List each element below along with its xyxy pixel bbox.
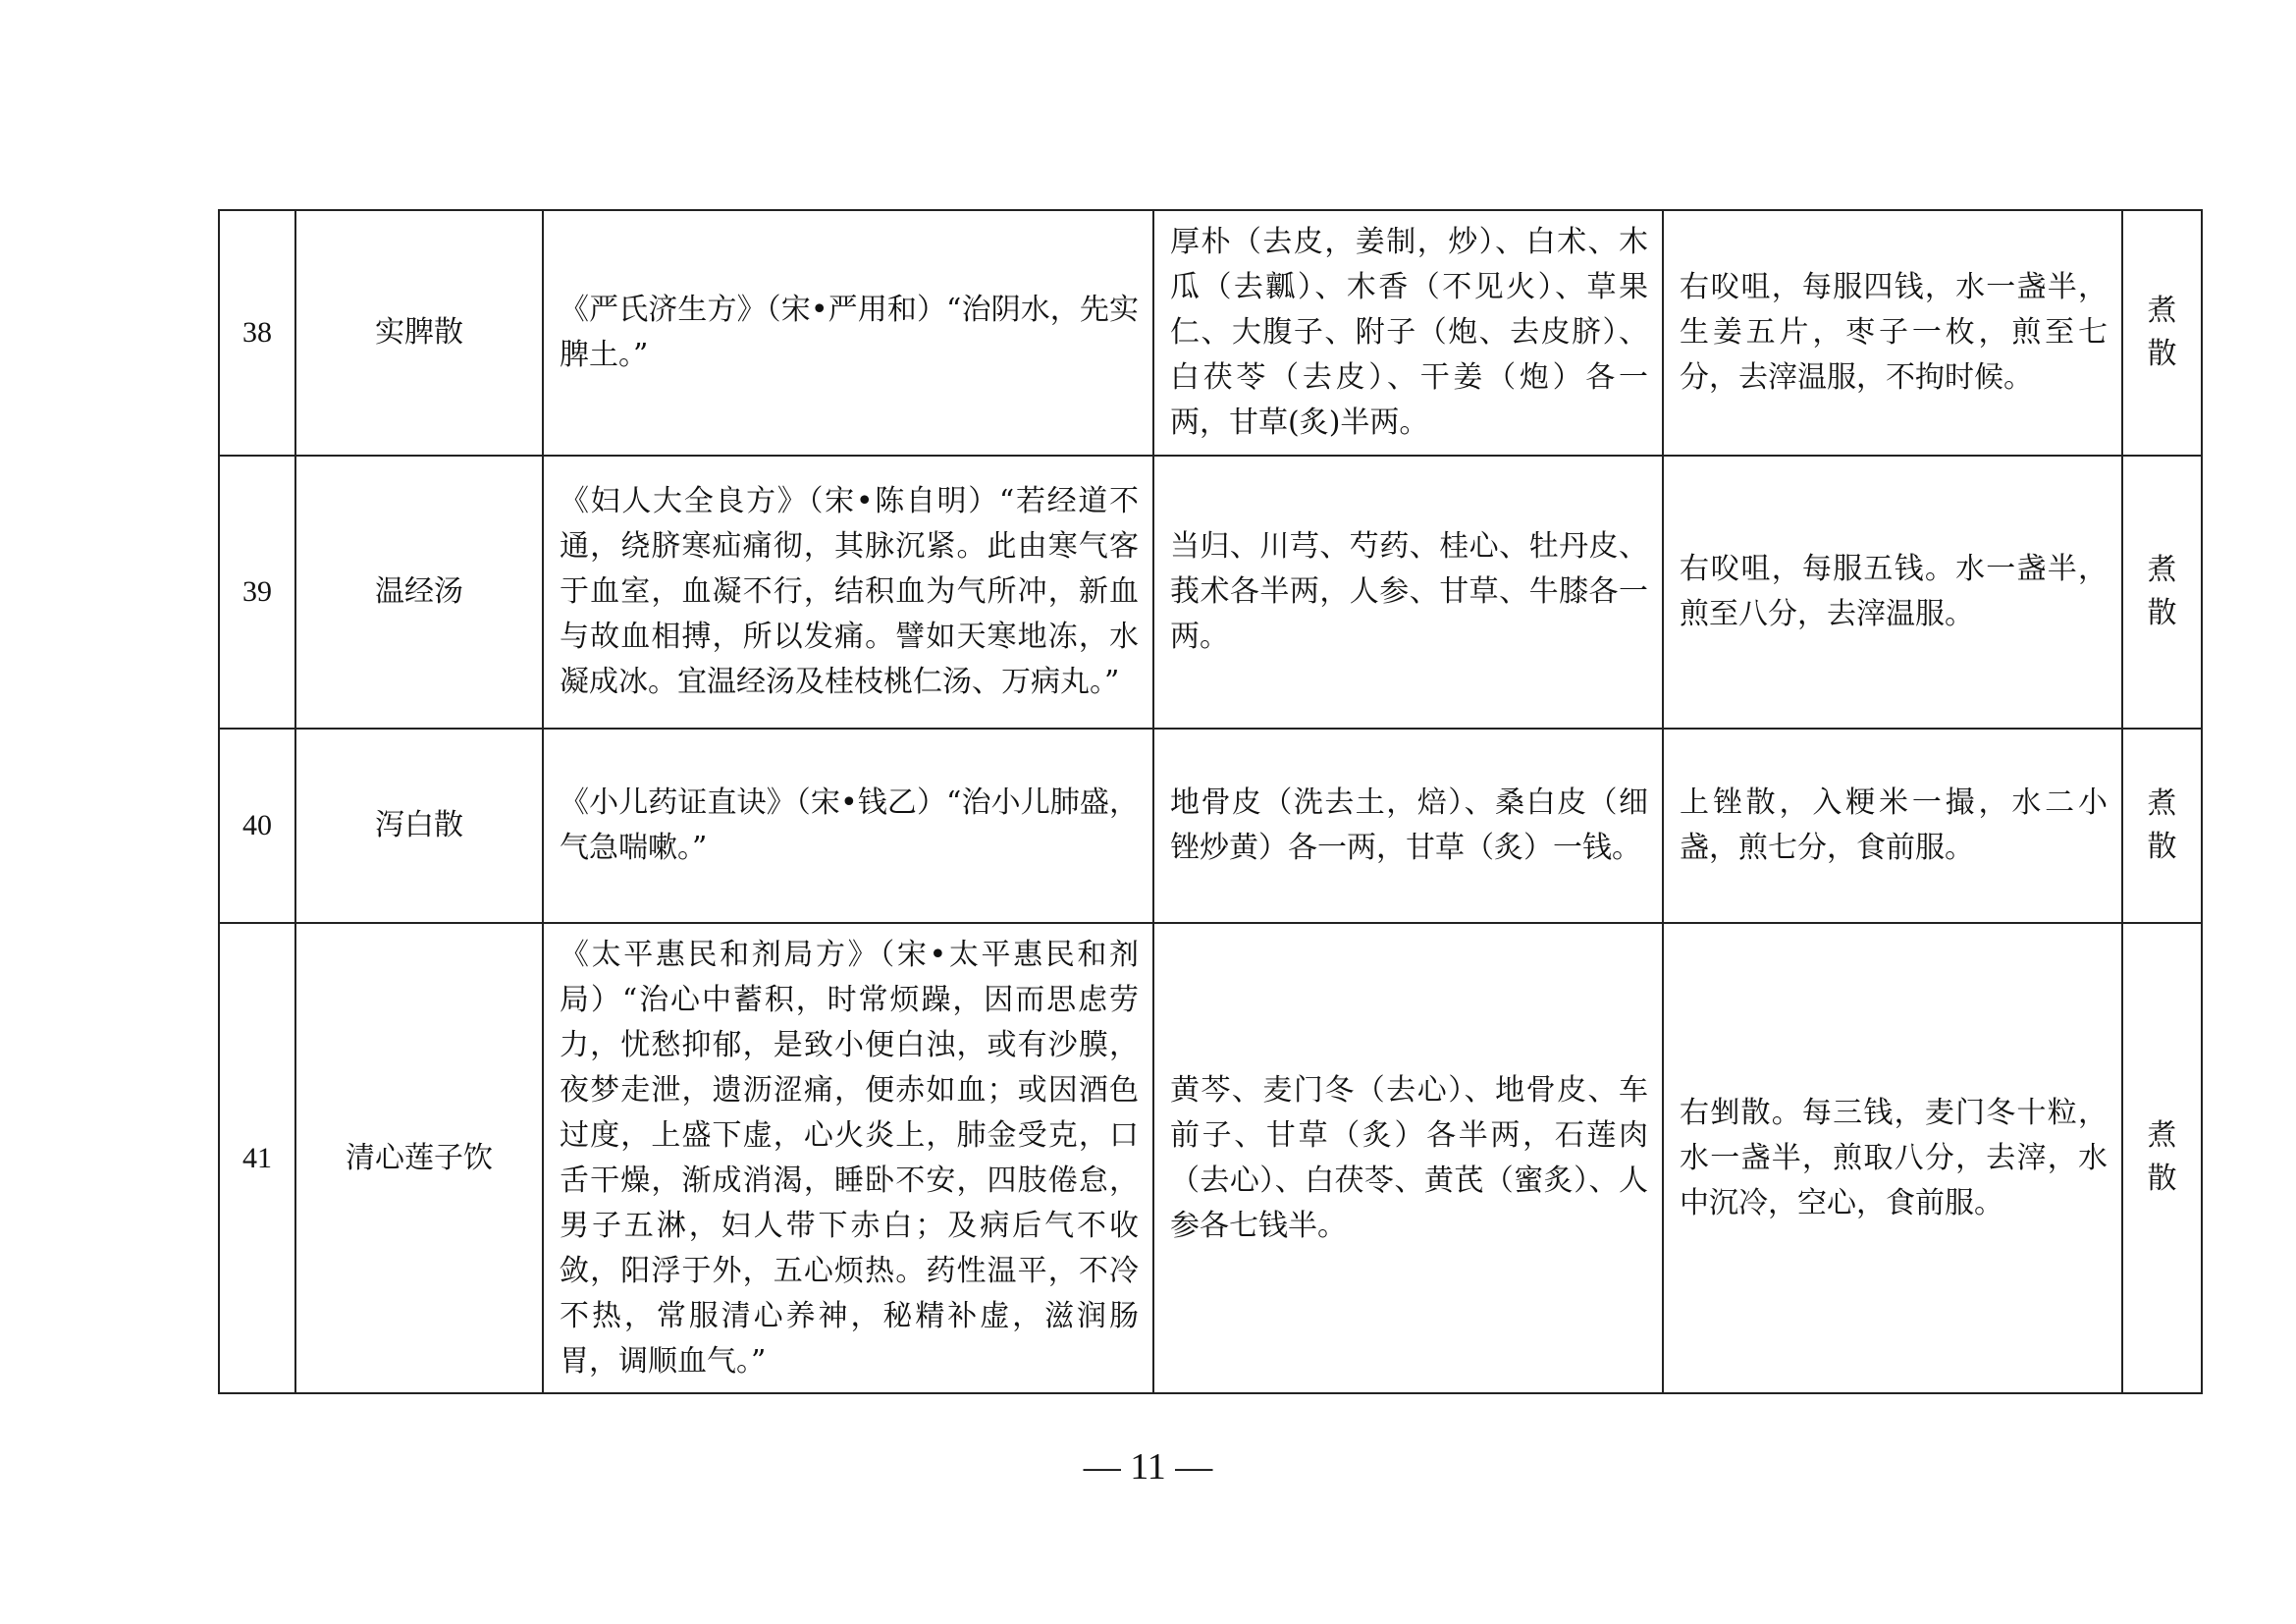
row-number-cell: 40 (219, 729, 295, 923)
dosage-form-cell (2122, 729, 2202, 923)
preparation-cell: 右㕮咀，每服五钱。水一盏半，煎至八分，去滓温服。 (1663, 456, 2122, 729)
formula-name-cell: 实脾散 (295, 210, 543, 456)
composition-cell: 黄芩、麦门冬（去心）、地骨皮、车前子、甘草（炙）各半两，石莲肉（去心）、白茯苓、黄芪（蜜炙）、人参各七钱半。 (1153, 923, 1663, 1393)
row-number-cell: 41 (219, 923, 295, 1393)
dosage-form-text: 煮散 (2147, 293, 2177, 371)
table-row (219, 210, 2202, 456)
source-cell: 《妇人大全良方》（宋•陈自明）“若经道不通，绕脐寒疝痛彻，其脉沉紧。此由寒气客于血室，血凝不行，结积血为气所冲，新血与故血相搏，所以发痛。譬如天寒地冻，水凝成冰。宜温经汤及桂枝桃仁汤、万病丸。” (543, 456, 1153, 729)
row-number-cell: 38 (219, 210, 295, 456)
dosage-form-text: 煮散 (2147, 1118, 2177, 1196)
table-row (219, 729, 2202, 923)
dosage-form-cell (2122, 210, 2202, 456)
preparation-cell: 右剉散。每三钱，麦门冬十粒，水一盏半，煎取八分，去滓，水中沉冷，空心，食前服。 (1663, 923, 2122, 1393)
row-number-cell: 39 (219, 456, 295, 729)
classical-formula-table (218, 209, 2203, 1394)
dosage-form-cell (2122, 923, 2202, 1393)
preparation-cell: 上锉散，入粳米一撮，水二小盏，煎七分，食前服。 (1663, 729, 2122, 923)
table-row (219, 456, 2202, 729)
composition-cell: 地骨皮（洗去土，焙）、桑白皮（细锉炒黄）各一两，甘草（炙）一钱。 (1153, 729, 1663, 923)
preparation-cell: 右㕮咀，每服四钱，水一盏半，生姜五片，枣子一枚，煎至七分，去滓温服，不拘时候。 (1663, 210, 2122, 456)
composition-cell: 厚朴（去皮，姜制，炒）、白术、木瓜（去瓤）、木香（不见火）、草果仁、大腹子、附子（炮、去皮脐）、白茯苓（去皮）、干姜（炮）各一两，甘草(炙)半两。 (1153, 210, 1663, 456)
dosage-form-cell (2122, 456, 2202, 729)
formula-name-cell: 清心莲子饮 (295, 923, 543, 1393)
source-cell: 《小儿药证直诀》（宋•钱乙）“治小儿肺盛，气急喘嗽。” (543, 729, 1153, 923)
source-cell: 《太平惠民和剂局方》（宋•太平惠民和剂局）“治心中蓄积，时常烦躁，因而思虑劳力，忧愁抑郁，是致小便白浊，或有沙膜，夜梦走泄，遗沥涩痛，便赤如血；或因酒色过度，上盛下虚，心火炎上，肺金受克，口舌干燥，渐成消渴，睡卧不安，四肢倦怠，男子五淋，妇人带下赤白；及病后气不收敛，阳浮于外，五心烦热。药性温平，不冷不热，常服清心养神，秘精补虚，滋润肠胃，调顺血气。” (543, 923, 1153, 1393)
dosage-form-text: 煮散 (2147, 785, 2177, 864)
source-cell: 《严氏济生方》（宋•严用和）“治阴水，先实脾土。” (543, 210, 1153, 456)
formula-name-cell: 温经汤 (295, 456, 543, 729)
formula-name-cell: 泻白散 (295, 729, 543, 923)
table-row (219, 923, 2202, 1393)
page-number: — 11 — (1083, 1446, 1213, 1488)
composition-cell: 当归、川芎、芍药、桂心、牡丹皮、莪术各半两，人参、甘草、牛膝各一两。 (1153, 456, 1663, 729)
dosage-form-text: 煮散 (2147, 552, 2177, 630)
